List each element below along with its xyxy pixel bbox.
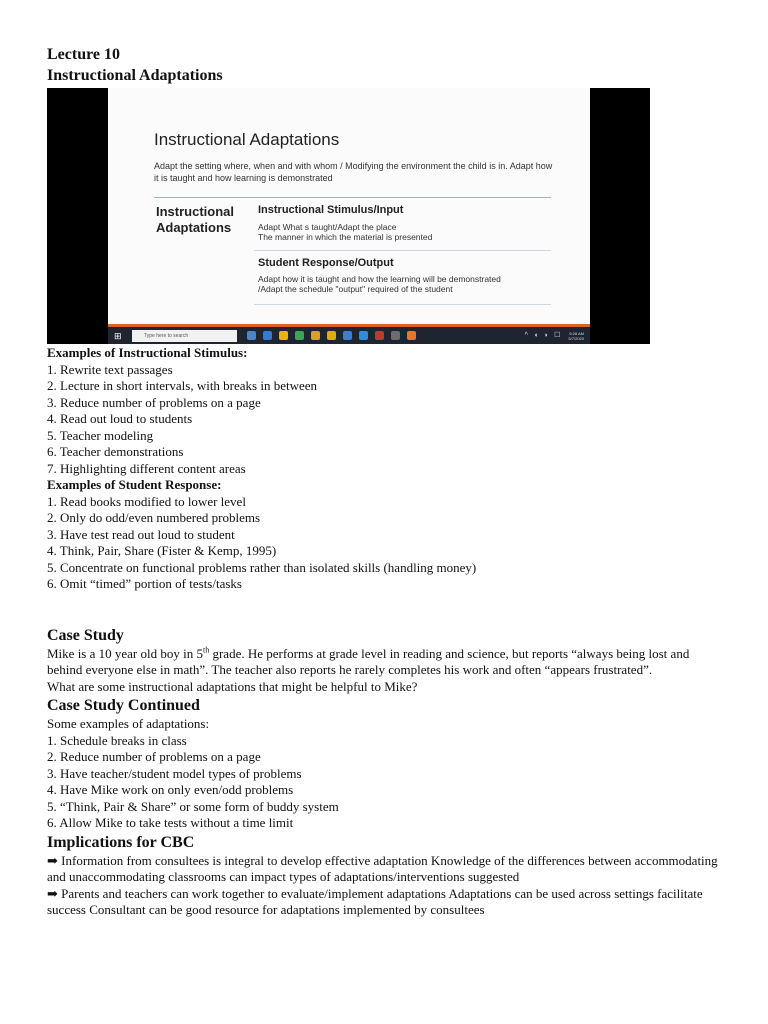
list-item: 5. Concentrate on functional problems rather than isolated skills (handling money) [47, 559, 477, 575]
taskbar-app-icon[interactable] [391, 331, 400, 340]
case-study-paragraph [47, 646, 727, 679]
list-item: 6. Teacher demonstrations [47, 444, 184, 459]
list-item: 2. Reduce number of problems on a page [47, 749, 261, 764]
stimulus-section-heading: Examples of Instructional Stimulus: [47, 345, 248, 360]
response-line-1: Adapt how it is taught and how the learning will be demonstrated [258, 274, 501, 284]
taskbar-app-icon[interactable] [295, 331, 304, 340]
taskbar-app-icon[interactable] [247, 331, 256, 340]
case-study-text-1: Mike is a 10 year old boy in 5 [47, 645, 203, 661]
tray-clock[interactable] [568, 331, 584, 341]
taskbar-app-icon[interactable] [279, 331, 288, 340]
windows-start-icon[interactable]: ⊞ [114, 330, 122, 341]
list-item: 2. Only do odd/even numbered problems [47, 510, 261, 525]
slide-title: Instructional Adaptations [154, 130, 340, 149]
implications-point-1 [47, 853, 727, 886]
tray-time: 5:28 AM [569, 330, 584, 336]
arrow-right-icon: ➡ [47, 852, 58, 868]
taskbar-app-icon[interactable] [359, 331, 368, 340]
list-item: 6. Omit “timed” portion of tests/tasks [47, 576, 242, 591]
list-item: 1. Schedule breaks in class [47, 732, 187, 748]
list-item: 3. Reduce number of problems on a page [47, 394, 261, 410]
case-continued-heading: Case Study Continued [47, 697, 200, 714]
case-continued-list [47, 733, 727, 832]
taskbar-app-icon[interactable] [375, 331, 384, 340]
case-study-text-2: grade. He performs at grade level in reading and science, but reports “always being lost and behind everyone else in math”. The teacher also reports he rarely completes his work and often “appears frustrated”. [47, 645, 690, 677]
case-study-heading: Case Study [47, 626, 124, 644]
implications-text-1: Information from consultees is integral to develop effective adaptation Knowledge of the differences between accommodating and unaccommodating classrooms can impact types of adaptations/interventions suggested [47, 852, 718, 884]
taskbar-app-icon[interactable] [327, 331, 336, 340]
slide-left-label-line2: Adaptations [156, 220, 232, 235]
slide-left-label-line1: Instructional [156, 204, 235, 219]
taskbar-app-icon[interactable] [311, 331, 320, 340]
list-item: 4. Think, Pair, Share (Fister & Kemp, 1995) [47, 543, 277, 558]
case-study-question: What are some instructional adaptations that might be helpful to Mike? [47, 678, 418, 694]
list-item: 5. Teacher modeling [47, 427, 154, 443]
list-item: 1. Read books modified to lower level [47, 493, 246, 509]
tray-date: 5/7/2020 [568, 335, 584, 341]
stimulus-line-2: The manner in which the material is presented [258, 232, 433, 242]
list-item: 5. “Think, Pair & Share” or some form of buddy system [47, 798, 339, 814]
system-tray [525, 331, 584, 341]
stimulus-list [47, 362, 727, 478]
list-item: 6. Allow Mike to take tests without a time limit [47, 815, 294, 830]
case-study-superscript: th [202, 645, 210, 655]
taskbar-app-icon[interactable] [407, 331, 416, 340]
taskbar-app-icon[interactable] [343, 331, 352, 340]
response-heading: Student Response/Output [258, 257, 394, 269]
lecture-title: Instructional Adaptations [47, 67, 223, 84]
response-list [47, 494, 727, 593]
document-page [47, 44, 727, 919]
list-item: 3. Have teacher/student model types of problems [47, 765, 302, 781]
tray-status-icons: ^ ◖ ◗ ☐ [524, 332, 563, 339]
list-item: 3. Have test read out loud to student [47, 526, 235, 542]
slide-screenshot [47, 88, 650, 344]
slide-left-label [156, 204, 234, 236]
arrow-right-icon: ➡ [47, 885, 58, 901]
implications-text-2: Parents and teachers can work together to evaluate/implement adaptations Adaptations can be used across settings facilitate success Consultant can be good resource for adaptations implemented by consultees [47, 885, 703, 917]
stimulus-heading: Instructional Stimulus/Input [258, 204, 404, 216]
list-item: 4. Read out loud to students [47, 411, 193, 426]
response-section-heading: Examples of Student Response: [47, 477, 222, 492]
slide [108, 88, 590, 324]
list-item: 4. Have Mike work on only even/odd problems [47, 782, 294, 797]
slide-divider [154, 197, 551, 198]
list-item: 2. Lecture in short intervals, with breaks in between [47, 378, 318, 393]
implications-heading: Implications for CBC [47, 833, 195, 851]
windows-taskbar [108, 324, 590, 344]
slide-bottom-divider [254, 304, 551, 305]
list-item: 1. Rewrite text passages [47, 361, 173, 377]
taskbar-search-box[interactable]: Type here to search [132, 330, 237, 342]
taskbar-app-icon[interactable] [263, 331, 272, 340]
taskbar-pinned-apps [247, 331, 416, 340]
list-item: 7. Highlighting different content areas [47, 460, 246, 476]
lecture-number: Lecture 10 [47, 46, 121, 63]
slide-subtitle: Adapt the setting where, when and with whom / Modifying the environment the child is in. Adapt how it is taught and how learning is demonstrated [154, 161, 553, 183]
implications-point-2 [47, 886, 727, 919]
slide-row-divider [254, 250, 551, 251]
case-continued-intro: Some examples of adaptations: [47, 716, 210, 731]
stimulus-line-1: Adapt What s taught/Adapt the place [258, 222, 397, 232]
response-line-2: /Adapt the schedule "output" required of the student [258, 284, 453, 294]
